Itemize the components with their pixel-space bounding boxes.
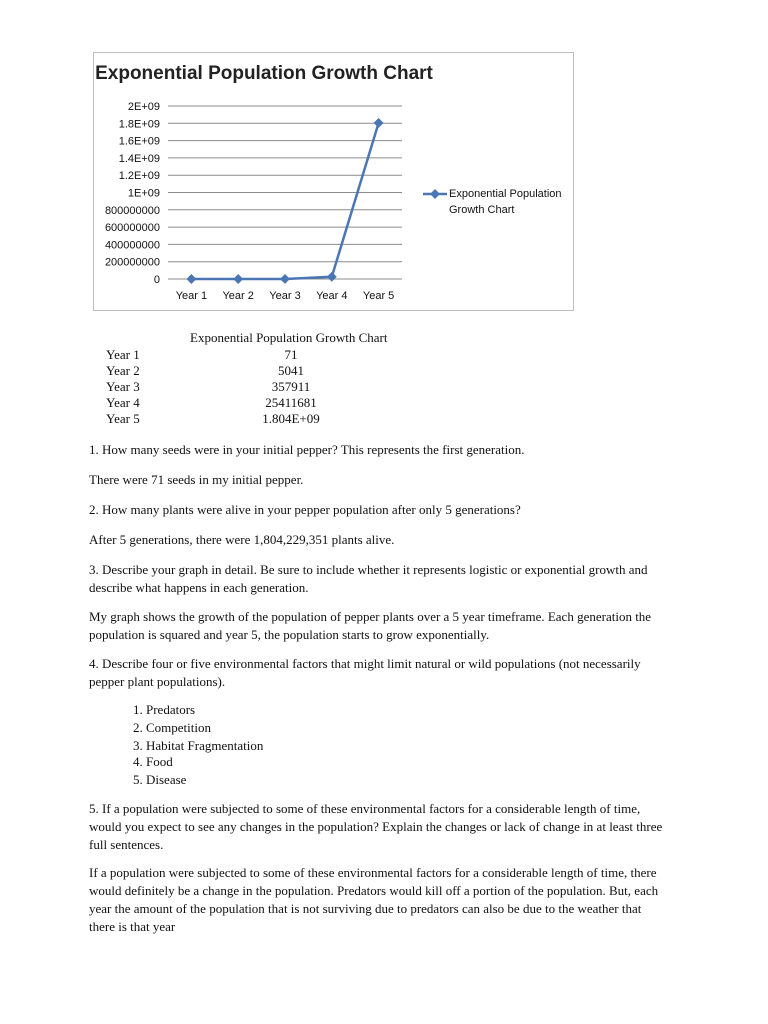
y-tick-label: 0	[153, 274, 160, 286]
table-row	[106, 411, 406, 427]
legend-marker-icon	[422, 188, 448, 200]
y-tick-label: 1.2E+09	[118, 170, 160, 183]
y-tick-label: 800000000	[104, 204, 160, 217]
x-tick-label: Year 3	[269, 290, 301, 302]
table-row	[106, 395, 406, 411]
list-item: 4. Food	[133, 754, 173, 769]
table-title: Exponential Population Growth Chart	[190, 330, 388, 345]
row-label: Year 4	[106, 395, 140, 410]
x-tick-label: Year 2	[222, 290, 254, 302]
table-row	[106, 363, 406, 379]
answer-5: If a population were subjected to some of these environmental factors for a considerable length of time, there would definitely be a change in the population. Predators would kill off a portion of the population. But, each year the amount of the population that is not surviving due to predators can also be due to the weather that there is that year	[89, 865, 659, 934]
x-tick-label: Year 1	[175, 290, 208, 302]
y-tick-label: 1E+09	[127, 187, 160, 200]
question-5: 5. If a population were subjected to some of these environmental factors for a considerable length of time, would you expect to see any changes in the population? Explain the changes or lack of change in at least three full sentences.	[89, 801, 663, 852]
row-label: Year 3	[106, 379, 140, 394]
data-point	[374, 118, 384, 128]
x-tick-label: Year 5	[362, 290, 395, 302]
data-point	[186, 274, 196, 284]
question-4: 4. Describe four or five environmental factors that might limit natural or wild populations (not necessarily pepper plant populations).	[89, 656, 641, 689]
answer-1: There were 71 seeds in my initial pepper.	[89, 472, 304, 487]
y-tick-label: 1.8E+09	[118, 118, 160, 131]
y-tick-label: 400000000	[104, 239, 160, 252]
list-item: 3. Habitat Fragmentation	[133, 738, 264, 753]
question-3: 3. Describe your graph in detail. Be sure to include whether it represents logistic or exponential growth and describe what happens in each generation.	[89, 562, 648, 595]
data-point	[280, 274, 290, 284]
answer-2: After 5 generations, there were 1,804,229,351 plants alive.	[89, 532, 395, 547]
row-value: 5041	[278, 363, 304, 378]
legend-label: Exponential Population Growth Chart	[449, 188, 562, 216]
x-tick-label: Year 4	[316, 290, 348, 302]
y-tick-label: 600000000	[104, 222, 160, 235]
row-label: Year 5	[106, 411, 140, 426]
answer-3: My graph shows the growth of the population of pepper plants over a 5 year timeframe. Each generation the population is squared and year 5, the population starts to grow exponentially.	[89, 609, 652, 642]
row-value: 357911	[271, 379, 311, 394]
data-point	[327, 272, 337, 282]
table-row	[106, 347, 406, 363]
y-tick-label: 1.4E+09	[118, 152, 160, 165]
row-value: 71	[284, 347, 298, 362]
question-2: 2. How many plants were alive in your pepper population after only 5 generations?	[89, 502, 521, 517]
data-point	[233, 274, 243, 284]
row-value: 25411681	[265, 395, 317, 410]
line-chart	[94, 53, 573, 310]
chart-title: Exponential Population Growth Chart	[95, 63, 433, 84]
question-1: 1. How many seeds were in your initial pepper? This represents the first generation.	[89, 442, 525, 457]
list-item: 2. Competition	[133, 720, 211, 735]
row-value: 1.804E+09	[262, 411, 320, 426]
chart-container	[93, 52, 574, 311]
row-label: Year 2	[106, 363, 140, 378]
y-tick-label: 1.6E+09	[118, 135, 160, 148]
row-label: Year 1	[106, 347, 140, 362]
list-item: 1. Predators	[133, 702, 196, 717]
y-tick-label: 200000000	[104, 256, 160, 269]
list-item: 5. Disease	[133, 772, 187, 787]
series-line	[191, 123, 378, 279]
table-row	[106, 379, 406, 395]
y-tick-label: 2E+09	[127, 101, 160, 113]
